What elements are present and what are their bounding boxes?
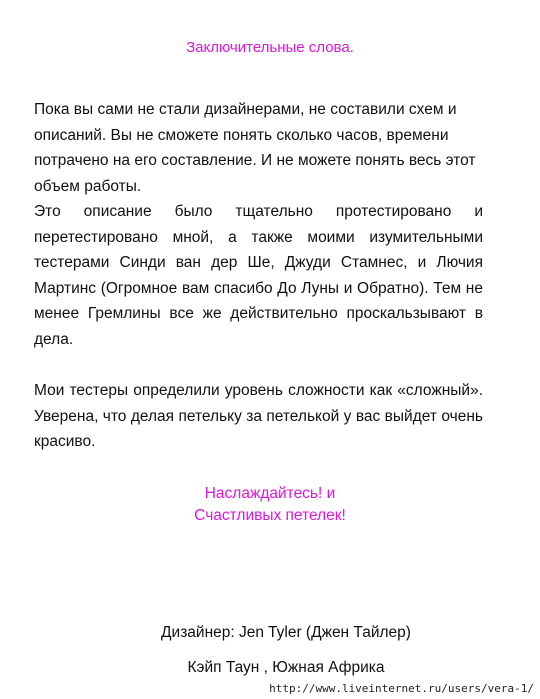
document-title: Заключительные слова. bbox=[186, 39, 354, 56]
designer-credit: Дизайнер: Jen Tyler (Джен Тайлер) bbox=[161, 624, 411, 641]
source-watermark: http://www.liveinternet.ru/users/vera-1/ bbox=[269, 682, 534, 695]
closing-line-2: Счастливых петелек! bbox=[194, 507, 346, 524]
designer-location: Кэйп Таун , Южная Африка bbox=[187, 659, 385, 676]
closing-wishes bbox=[0, 483, 540, 527]
closing-line-1: Наслаждайтесь! и bbox=[204, 485, 336, 502]
paragraph-testing: Это описание было тщательно протестировано и перетестировано мной, а также моими изумительными тестерами Синди ван дер Ше, Джуди Стамнес, и Лючия Мартинс (Огромное вам спасибо До Луны и Обратно). Тем не менее Гремлины все же действительно проскальзывают в дела. bbox=[34, 203, 483, 348]
paragraph-intro: Пока вы сами не стали дизайнерами, не составили схем и описаний. Вы не сможете понять сколько часов, времени потрачено на его составление. И не можете понять весь этот объем работы. bbox=[34, 101, 476, 195]
paragraph-difficulty: Мои тестеры определили уровень сложности как «сложный». Уверена, что делая петельку за петелькой у вас выйдет очень красиво. bbox=[34, 382, 483, 450]
